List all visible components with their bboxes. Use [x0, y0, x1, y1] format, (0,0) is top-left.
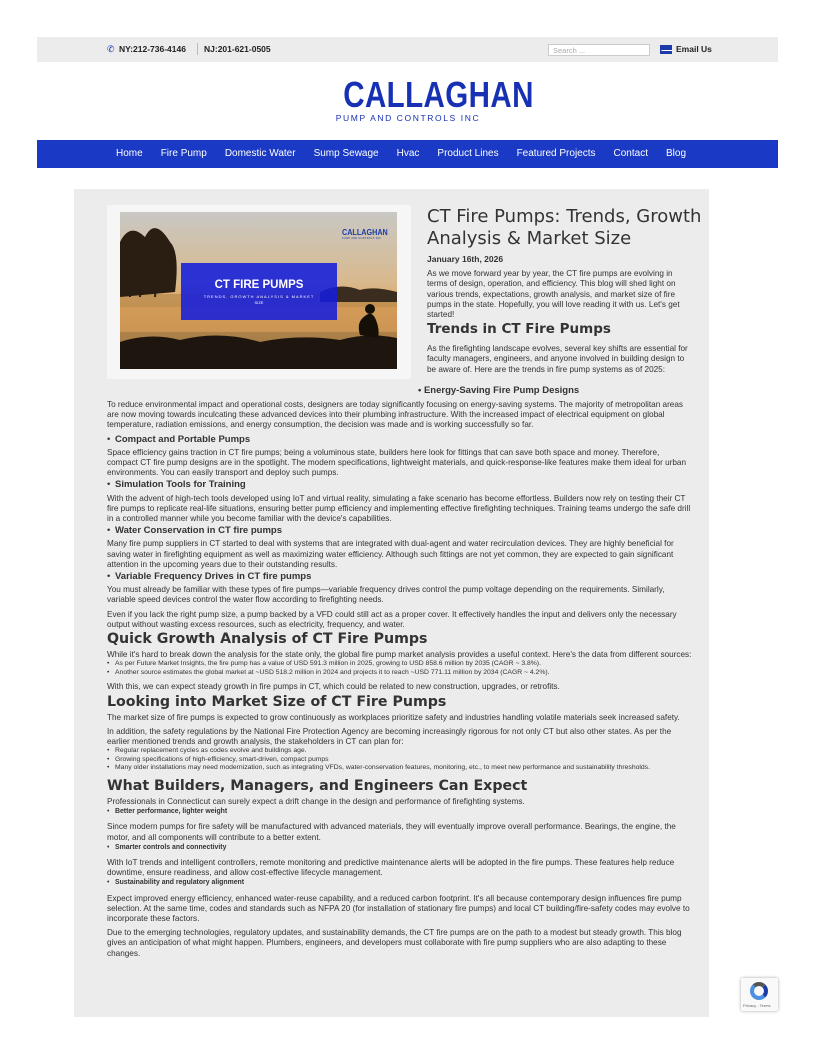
growth-paragraph: While it's hard to break down the analysis for the state only, the global fire pump market analysis provides a useful context. Here's the data from different sources: [107, 650, 692, 660]
energy-paragraph: To reduce environmental impact and operational costs, designers are today significantly focusing on energy-saving systems. The majority of metropolitan areas are now moving towards inculcating these advanced devices into their plumbing infrastructure. With the increased impact of electrical equipment on global temperature, radiation emissions, and energy consumption, the decision was made and is working successfully so far. [107, 400, 683, 430]
performance-paragraph: Since modern pumps for fire safety will be manufactured with advanced materials, they will eventually improve overall performance. Bearings, the engine, the motor, and all components will contribute to a better extent. [107, 822, 676, 842]
market-heading: Looking into Market Size of CT Fire Pumps [107, 693, 447, 710]
growth-heading: Quick Growth Analysis of CT Fire Pumps [107, 631, 428, 648]
expect-paragraph: Professionals in Connecticut can surely expect a drift change in the design and performance of firefighting systems. [107, 797, 525, 807]
simulation-paragraph: With the advent of high-tech tools developed using IoT and virtual reality, simulating a fake scenario has become effortless. Builders now rely on testing their CT fire pumps to replicate real-life situations, ensuring better pump efficiency and implementing effective firefighting techniques. Training teams undergo the safe drill in a controlled manner while you become familiar with the device's capabilities. [107, 493, 691, 524]
expect-heading: What Builders, Managers, and Engineers Can Expect [107, 778, 528, 795]
hero-overlay-title: CT FIRE PUMPS [214, 279, 304, 291]
water-paragraph: Many fire pump suppliers in CT started to deal with systems that are integrated with dual-agent and water recirculation devices. They are highly beneficial for saving water in firefighting equipment as well as maximizing water efficiency. Although such fittings are not yet common, they are expected to gain significant attention in the upcoming years due to their outstanding results. [107, 539, 674, 569]
closing-paragraph: Due to the emerging technologies, regulatory updates, and sustainability demands, the CT fire pumps are on the path to a modest but steady growth. This blog gives an anticipation of what might happen. Plumbers, engineers, and developers must collaborate with fire pump suppliers who are also adapting to these changes. [107, 928, 682, 958]
vfd-paragraph-2: Even if you lack the right pump size, a pump backed by a VFD could still act as a proper cover. It effectively handles the input and delivers only the necessary output without wasting excess resources, such as electricity, frequency, and water. [107, 609, 677, 629]
hero-logo: CALLAGHAN [342, 227, 388, 237]
list-item: • As per Future Market Insights, the fire pump has a value of USD 591.3 million in 2025, growing to USD 858.6 million by 2035 (CAGR ~ 3.8%). [107, 660, 692, 669]
nav-hvac[interactable]: Hvac [396, 148, 420, 159]
market-paragraph-1: The market size of fire pumps is expected to grow continuously as workplaces prioritize safety and industries handling volatile materials seek increased safety. [107, 712, 680, 722]
recaptcha-text[interactable]: Privacy - Terms [743, 1003, 771, 1008]
nav-blog[interactable]: Blog [665, 148, 686, 159]
site-logo[interactable] [329, 74, 534, 124]
trends-heading: Trends in CT Fire Pumps [427, 321, 611, 337]
vfd-item: • Variable Frequency Drives in CT fire pumps [107, 572, 692, 582]
recaptcha-badge[interactable] [741, 978, 778, 1011]
phone-divider [197, 43, 198, 55]
sustainability-paragraph: Expect improved energy efficiency, enhanced water-reuse capability, and a reduced carbon footprint. It's all because contemporary design influences fire pump selection. At the same time, codes and standards such as NFPA 20 (for installation of stationary fire pumps) and local CT building/fire-safety codes may evolve to incorporate these factors. [107, 893, 690, 924]
top-bar [37, 37, 778, 62]
energy-saving-item: • Energy-Saving Fire Pump Designs [418, 385, 580, 396]
compact-item: • Compact and Portable Pumps [107, 435, 692, 445]
nav-domestic-water[interactable]: Domestic Water [224, 148, 296, 159]
logo-subtitle: PUMP AND CONTROLS INC [335, 113, 481, 123]
simulation-item: • Simulation Tools for Training [107, 480, 692, 490]
smart-controls-item: • Smarter controls and connectivity [107, 843, 692, 853]
growth-paragraph-2: With this, we can expect steady growth in fire pumps in CT, which could be related to new construction, upgrades, or retrofits. [107, 682, 560, 692]
energy-saving-label: Energy-Saving Fire Pump Designs [423, 385, 580, 396]
nav-product-lines[interactable]: Product Lines [437, 148, 499, 159]
envelope-icon [660, 45, 672, 54]
water-conservation-item: • Water Conservation in CT fire pumps [107, 526, 692, 536]
hero-overlay-size: SIZE [254, 300, 264, 305]
list-item: • Many older installations may need modernization, such as integrating VFDs, water-conservation features, monitoring, etc., to meet new performance and sustainability thresholds. [107, 764, 692, 773]
phone-ny-text[interactable]: NY:212-736-4146 [119, 44, 186, 54]
nav-featured-projects[interactable]: Featured Projects [516, 148, 596, 159]
vfd-paragraph-1: You must already be familiar with these types of fire pumps—variable frequency drives control the pump voltage depending on the requirements. Similarly, variable speed devices control the water flow according to firefighting needs. [107, 585, 665, 605]
performance-item: • Better performance, lighter weight [107, 807, 692, 817]
logo-name: CALLAGHAN [343, 74, 534, 115]
email-us-link[interactable] [660, 44, 712, 54]
list-item: • Regular replacement cycles as codes evolve and buildings age. [107, 747, 692, 756]
phone-ny[interactable] [107, 44, 186, 54]
list-item: • Growing specifications of high-efficiency, smart-driven, compact pumps [107, 756, 692, 765]
hero-frame [107, 205, 411, 379]
blog-post-card [74, 189, 709, 1017]
post-title: CT Fire Pumps: Trends, Growth Analysis & Market Size [427, 206, 702, 249]
sustainability-item: • Sustainability and regulatory alignment [107, 878, 692, 888]
nav-fire-pump[interactable]: Fire Pump [160, 148, 207, 159]
nav-contact[interactable]: Contact [613, 148, 648, 159]
growth-list [107, 660, 692, 677]
market-list [107, 747, 692, 773]
post-date: January 16th, 2026 [427, 254, 504, 264]
market-paragraph-2: In addition, the safety regulations by the National Fire Protection Agency are becoming increasingly rigorous for not only CT but also other states. As per the earlier mentioned trends and growth analysis, the stakeholders in CT can plan for: [107, 726, 672, 747]
main-nav [37, 140, 778, 168]
phone-nj[interactable] [204, 44, 271, 54]
hero-title-overlay [181, 263, 337, 320]
recaptcha-icon [750, 982, 768, 1000]
phone-icon: ✆ [107, 43, 115, 54]
hero-overlay-subtitle: TRENDS, GROWTH ANALYSIS & MARKET [203, 294, 315, 299]
post-body [107, 400, 692, 963]
nav-home[interactable]: Home [116, 148, 143, 159]
trends-intro: As the firefighting landscape evolves, several key shifts are essential for faculty managers, engineers, and anyone involved in building design to be aware of. Here are the trends in fire pump systems as of 2025: [427, 344, 688, 374]
post-intro: As we move forward year by year, the CT fire pumps are evolving in terms of design, operation, and efficiency. This blog will shed light on various trends, expectations, growth analysis, and market size of fire pumps in the state. Hopefully, you will love reading it with us. Let's get started! [427, 269, 680, 320]
list-item: • Another source estimates the global market at ~USD 518.2 million in 2024 and projects it to reach ~USD 771.11 million by 2034 (CAGR ~ 4.2%). [107, 669, 692, 678]
search-input[interactable] [548, 44, 650, 56]
phone-nj-text[interactable]: NJ:201-621-0505 [204, 44, 271, 54]
hero-logo-sub: PUMP AND CONTROLS INC [342, 237, 381, 240]
email-us-label[interactable]: Email Us [676, 44, 712, 54]
hero-image [120, 212, 397, 369]
smart-controls-paragraph: With IoT trends and intelligent controllers, remote monitoring and predictive maintenance alerts will be adopted in the fire pumps. These features help reduce downtime, ensure readiness, and allow cost-effective lifecycle management. [107, 858, 675, 878]
compact-paragraph: Space efficiency gains traction in CT fire pumps; being a voluminous state, builders here look for fittings that can save both space and money. Therefore, compact CT fire pump designs are in the spotlight. The modern specifications, lightweight materials, and quick-response-like features make them ideal for urban environments. You can easily transport and deploy such pumps. [107, 447, 687, 478]
nav-sump-sewage[interactable]: Sump Sewage [313, 148, 379, 159]
